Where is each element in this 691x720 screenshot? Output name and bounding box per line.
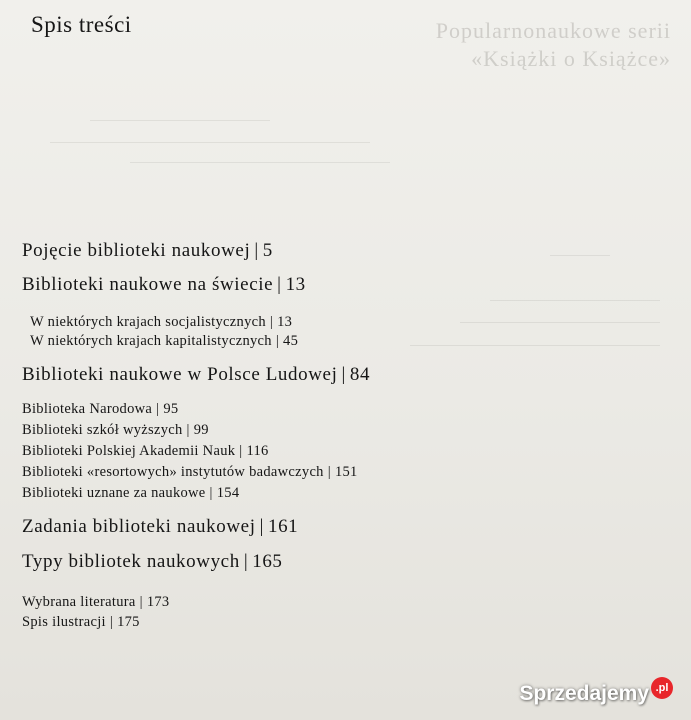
page-title: Spis treści	[31, 12, 132, 37]
toc-subentry: Spis ilustracji | 175	[22, 614, 140, 630]
watermark-badge: .pl	[651, 677, 673, 699]
toc-entry: Pojęcie biblioteki naukowej | 5	[22, 240, 273, 261]
toc-subentry: Biblioteki uznane za naukowe | 154	[22, 485, 240, 501]
bleed-through-lines	[30, 100, 651, 680]
toc-subentry: W niektórych krajach kapitalistycznych | 45	[30, 333, 299, 349]
toc-subentry: Biblioteki «resortowych» instytutów badawczych | 151	[22, 464, 358, 480]
bleed-through-text-1: Popularnonaukowe serii	[435, 18, 671, 43]
toc-subentry: Biblioteka Narodowa | 95	[22, 401, 179, 417]
toc-entry: Typy bibliotek naukowych | 165	[22, 551, 283, 572]
toc-subentry: Biblioteki Polskiej Akademii Nauk | 116	[22, 443, 269, 459]
bleed-through-text-2: «Książki o Książce»	[471, 46, 671, 71]
toc-subentry: W niektórych krajach socjalistycznych | 13	[30, 314, 293, 330]
toc-entry: Biblioteki naukowe na świecie | 13	[22, 274, 306, 295]
toc-entry: Zadania biblioteki naukowej | 161	[22, 516, 299, 537]
toc-entry: Biblioteki naukowe w Polsce Ludowej | 84	[22, 364, 371, 385]
watermark-logo: Sprzedajemy .pl	[519, 682, 673, 706]
toc-subentry: Biblioteki szkół wyższych | 99	[22, 422, 209, 438]
toc-subentry: Wybrana literatura | 173	[22, 594, 170, 610]
